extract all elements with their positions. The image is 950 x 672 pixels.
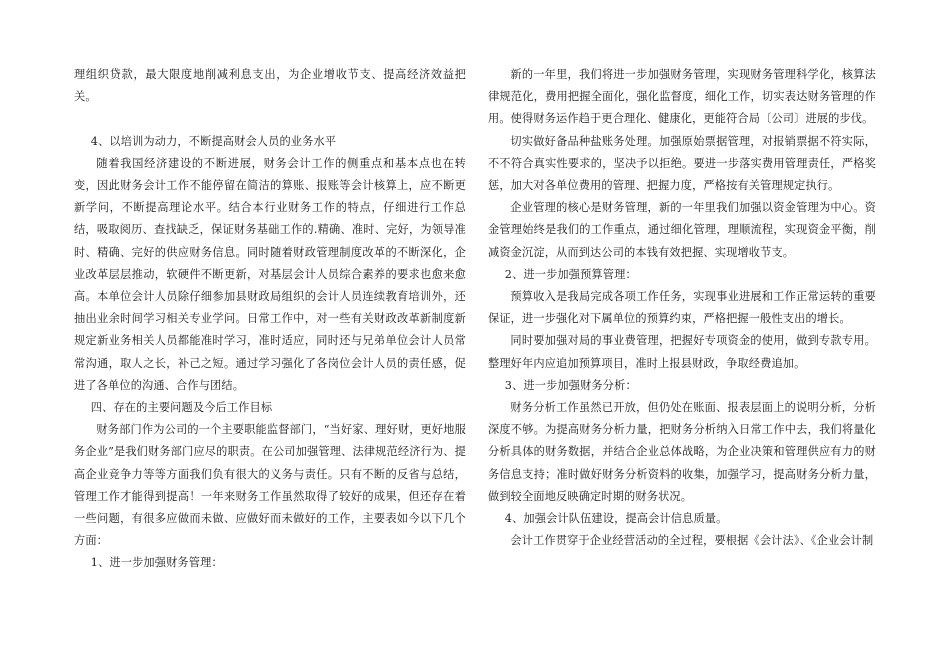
paragraph: 财务部门作为公司的一个主要职能监督部门，“当好家、理好财，更好地服务企业”是我们财务部门应尽的职责。在公司加强管理、法律规范经济行为、提高企业竞争力等等方面我们负有很大的义务与责任。只有不断的反省与总结，管理工作才能得到提高！一年来财务工作虽然取得了较好的成果，但还存在着一些问题，有很多应做而未做、应做好而未做好的工作，主要表如今以下几个方面：: [74, 423, 466, 548]
paragraph: 切实做好备品种盐账务处理。加强原始票据管理，对报销票据不符实际，不不符合真实性要求的，坚决予以拒绝。要进一步落实费用管理责任，严格奖惩，加大对各单位费用的管理、把握力度，严格按有关管理规定执行。: [488, 134, 876, 193]
paragraph: 会计工作贯穿于企业经营活动的全过程，要根据《会计法》、《企业会计制: [510, 534, 874, 548]
section-heading: 3、进一步加强财务分析：: [504, 378, 637, 392]
section-heading: 4、以培训为动力，不断提高财会人员的业务水平: [90, 134, 337, 148]
section-heading: 4、加强会计队伍建设，提高会计信息质量。: [504, 512, 728, 526]
section-heading: 四、存在的主要问题及今后工作目标: [90, 401, 273, 415]
paragraph: 随着我国经济建设的不断进展，财务会计工作的侧重点和基本点也在转变，因此财务会计工作不能停留在简洁的算账、报账等会计核算上，应不断更新学问，不断提高理论水平。结合本行业财务工作的特点，仔细进行工作总结，吸取阅历、查找缺乏，保证财务基础工作的.精确、准时、完好，为领导准时、精确、完好的供应财务信息。同时随着财政管理制度改革的不断深化，企业改革层层推动，软硬件不断更新，对基层会计人员综合素养的要求也愈来愈高。本单位会计人员除仔细参加县财政局组织的会计人员连续教育培训外，还抽出业余时间学习相关专业学问。日常工作中，对一些有关财政改革新制度新规定新业务相关人员都能准时学习，准时适应，同时还与兄弟单位会计人员常常沟通，取人之长，补己之短。通过学习强化了各岗位会计人员的责任感，促进了各单位的沟通、合作与团结。: [74, 156, 466, 392]
paragraph: 同时要加强对局的事业费管理，把握好专项资金的使用，做到专款专用。整理好年内应追加预算项目，准时上报县财政，争取经费追加。: [488, 334, 876, 370]
paragraph-continued: 理组织贷款，最大限度地削减利息支出，为企业增收节支、提高经济效益把关。: [74, 68, 466, 104]
section-heading: 1、进一步加强财务管理：: [90, 556, 223, 570]
right-text-column: [488, 64, 876, 552]
section-heading: 2、进一步加强预算管理：: [504, 267, 637, 281]
left-text-column: [74, 64, 466, 575]
paragraph: 新的一年里，我们将进一步加强财务管理，实现财务管理科学化，核算法律规范化，费用把握全面化，强化监督度，细化工作，切实表达财务管理的作用。使得财务运作趋于更合理化、健康化，更能符合局〔公司〕进展的步伐。: [488, 68, 876, 126]
paragraph: 财务分析工作虽然已开放，但仍处在账面、报表层面上的说明分析，分析深度不够。为提高财务分析力量，把财务分析纳入日常工作中去，我们将量化分析具体的财务数据，并结合企业总体战略，为企业决策和管理供应有力的财务信息支持；准时做好财务分析资料的收集，加强学习，提高财务分析力量，做到较全面地反映确定时期的财务状况。: [488, 401, 876, 503]
paragraph: 企业管理的核心是财务管理，新的一年里我们加强以资金管理为中心。资金管理始终是我们的工作重点，通过细化管理，理顺流程，实现资金平衡，削减资金沉淀，从而到达公司的本钱有效把握、实现增收节支。: [488, 201, 876, 259]
paragraph: 预算收入是我局完成各项工作任务，实现事业进展和工作正常运转的重要保证，进一步强化对下属单位的预算约束，严格把握一般性支出的增长。: [488, 290, 876, 326]
